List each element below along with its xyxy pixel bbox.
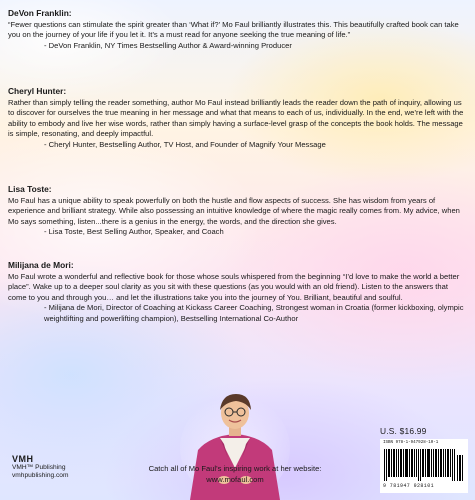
- testimonial-attribution: - DeVon Franklin, NY Times Bestselling Author & Award-winning Producer: [44, 40, 292, 50]
- testimonial-quote: Rather than simply telling the reader something, author Mo Faul instead brilliantly leads the reader down the path of inquiry, allowing us to discover for ourselves the true meaning in her message and what that means to each of us, individually. In the end, we’re left with the ability to embody and live her wise words, rather than simply having a surface-level grasp of the concepts the book holds. The message is simple, resonating, and deeply impactful.: [8, 98, 464, 139]
- barcode-bars-icon: [384, 449, 464, 481]
- isbn-text: ISBN 978-1-947928-10-1: [383, 441, 439, 445]
- price-label: U.S. $16.99: [380, 426, 427, 436]
- testimonial-name: DeVon Franklin:: [8, 8, 72, 18]
- testimonial-lisa: [8, 184, 468, 238]
- publisher-logo: [12, 454, 72, 481]
- testimonial-attribution: - Lisa Toste, Best Selling Author, Speaker, and Coach: [44, 227, 224, 237]
- isbn-barcode: [380, 439, 468, 493]
- publisher-name: VMH™ Publishing: [12, 464, 66, 471]
- testimonial-name: Lisa Toste:: [8, 184, 52, 194]
- testimonial-cheryl: [8, 86, 468, 150]
- publisher-website[interactable]: vmhpublishing.com: [12, 472, 69, 480]
- testimonial-quote: “Fewer questions can stimulate the spirit greater than ‘What if?’ Mo Faul brilliantly illustrates this. This beautifully crafted book can take you on the journey of your life if you let it. It’s a must read for anyone seeking the true meaning of life.”: [8, 20, 459, 40]
- website-caption: Catch all of Mo Faul's inspiring work at her website:: [148, 464, 322, 473]
- vmh-logo-mark: VMH: [12, 454, 34, 464]
- testimonial-attribution: - Cheryl Hunter, Bestselling Author, TV Host, and Founder of Magnify Your Message: [44, 139, 326, 149]
- testimonial-devon: [8, 8, 468, 51]
- testimonial-name: Cheryl Hunter:: [8, 86, 67, 96]
- testimonial-quote: Mo Faul has a unique ability to speak powerfully on both the hustle and flow aspects of success. She has wisdom from years of experience and brilliant strategy. While also possessing an intuitive knowledge of where the magic really comes from. My advice, when Mo says something, listen...there is a genius in the energy, the words, and the direction she gives.: [8, 196, 460, 226]
- author-website-link[interactable]: www.mofaul.com: [206, 475, 264, 484]
- author-website-block: [120, 463, 350, 485]
- barcode-area: [380, 426, 468, 493]
- testimonial-quote: Mo Faul wrote a wonderful and reflective book for those whose souls whispered from the beginning “I’d love to make the world a better place”. Wake up to a deeper soul clarity as you sit with these questions (as you would with an old friend). Listen to the answers that come to you and through you… and let the illustrations take you into the journey of You. Brilliant, beautiful and soulful.: [8, 272, 460, 302]
- testimonial-milijana: [8, 260, 468, 324]
- isbn-digits: 9 781947 928101: [383, 483, 435, 489]
- testimonial-attribution: - Milijana de Mori, Director of Coaching at Kickass Career Coaching, Strongest woman in Croatia (former kickboxing, olympic weightlifting and powerlifting champion), Bestselling International Co-Author: [44, 303, 464, 323]
- testimonial-name: Milijana de Mori:: [8, 260, 74, 270]
